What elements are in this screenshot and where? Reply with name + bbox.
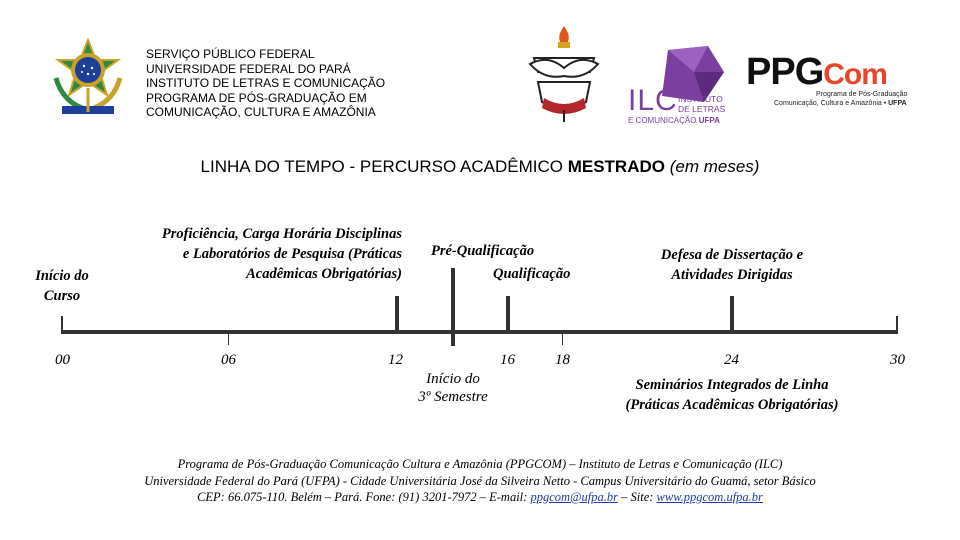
ilc-logo bbox=[628, 44, 728, 128]
ppgcom-sub1: Programa de Pós-Graduação bbox=[816, 91, 908, 98]
ppgcom-sub2: Comunicação, Cultura e Amazônia bbox=[774, 100, 882, 107]
tick-mark-12 bbox=[395, 296, 399, 334]
ilc-line1: INSTITUTO bbox=[678, 94, 723, 104]
event-proficiencia bbox=[110, 224, 402, 284]
header-line: SERVIÇO PÚBLICO FEDERAL bbox=[146, 47, 315, 61]
ufpa-crest-icon bbox=[524, 24, 604, 124]
footer-line3 bbox=[0, 489, 960, 506]
tick-mark-16 bbox=[506, 296, 510, 334]
event-seminarios bbox=[592, 375, 872, 415]
header-line: COMUNICAÇÃO, CULTURA E AMAZÔNIA bbox=[146, 105, 376, 120]
ilc-suffix: UFPA bbox=[698, 116, 720, 125]
event-inicio-3-semestre bbox=[402, 370, 504, 406]
tick-mark-06 bbox=[228, 331, 229, 345]
footer-line1: Programa de Pós-Graduação Comunicação Cultura e Amazônia (PPGCOM) – Instituto de Letras e Comunicação (ILC) bbox=[177, 457, 783, 471]
event-line: Acadêmicas Obrigatórias) bbox=[246, 266, 402, 282]
footer bbox=[0, 456, 960, 506]
header-line: UNIVERSIDADE FEDERAL DO PARÁ bbox=[146, 61, 351, 76]
event-line: Início do bbox=[35, 268, 89, 284]
brasil-coat-of-arms-icon bbox=[48, 38, 128, 120]
title-prefix: LINHA DO TEMPO - PERCURSO ACADÊMICO bbox=[200, 157, 563, 176]
event-pre-qualificacao: Pré-Qualificação bbox=[431, 243, 535, 259]
event-line: Proficiência, Carga Horária Disciplinas bbox=[161, 226, 402, 242]
header-line: INSTITUTO DE LETRAS E COMUNICAÇÃO bbox=[146, 76, 386, 91]
tick-mark-14 bbox=[451, 268, 455, 346]
title-bold: MESTRADO bbox=[567, 157, 665, 176]
event-line: 3º Semestre bbox=[418, 389, 488, 405]
event-line: Defesa de Dissertação e bbox=[660, 247, 804, 263]
tick-mark-18 bbox=[562, 331, 563, 345]
tick-mark-24 bbox=[730, 296, 734, 334]
footer-line2: Universidade Federal do Pará (UFPA) - Cidade Universitária José da Silveira Netto - Campus Universitário do Guamá, setor Básico bbox=[144, 473, 816, 488]
ppgcom-com: Com bbox=[823, 58, 887, 91]
event-inicio-curso bbox=[20, 266, 104, 306]
ppgcom-ppg: PPG bbox=[746, 51, 824, 93]
tick-label: 16 bbox=[500, 352, 515, 368]
title-suffix: (em meses) bbox=[669, 157, 760, 176]
tick-label: 30 bbox=[890, 352, 905, 368]
tick-label: 00 bbox=[55, 352, 70, 368]
ppgcom-wordmark bbox=[746, 52, 887, 95]
footer-contact: CEP: 66.075-110. Belém – Pará. Fone: (91) 3201-7972 – E-mail: bbox=[197, 490, 528, 504]
page-title bbox=[0, 157, 960, 177]
tick-label: 06 bbox=[221, 352, 236, 368]
header-institution-block bbox=[146, 47, 385, 120]
tick-label: 12 bbox=[388, 352, 403, 368]
ppgcom-sub3: UFPA bbox=[888, 100, 907, 107]
event-line: Atividades Dirigidas bbox=[671, 267, 793, 283]
event-line: Seminários Integrados de Linha bbox=[635, 377, 829, 393]
ppgcom-logo bbox=[746, 51, 916, 110]
timeline-axis bbox=[62, 330, 898, 334]
tick-mark-00 bbox=[61, 316, 63, 334]
event-line: e Laboratórios de Pesquisa (Práticas bbox=[182, 246, 402, 262]
ppgcom-sub2-row: Comunicação, Cultura e Amazônia • UFPA bbox=[774, 100, 907, 107]
event-line: (Práticas Acadêmicas Obrigatórias) bbox=[625, 397, 839, 413]
tick-mark-30 bbox=[896, 316, 898, 334]
ilc-line3: E COMUNICAÇÃO bbox=[628, 116, 697, 125]
tick-label: 24 bbox=[724, 352, 739, 368]
event-defesa bbox=[632, 245, 832, 285]
tick-label: 18 bbox=[555, 352, 570, 368]
email-link[interactable]: ppgcom@ufpa.br bbox=[530, 490, 618, 504]
footer-site-prefix: – Site: bbox=[621, 490, 654, 504]
ilc-line3-row bbox=[628, 116, 720, 125]
header-line: PROGRAMA DE PÓS-GRADUAÇÃO EM bbox=[146, 90, 367, 105]
event-line: Início do bbox=[426, 371, 480, 387]
event-line: Curso bbox=[43, 288, 81, 304]
site-link[interactable]: www.ppgcom.ufpa.br bbox=[656, 490, 763, 504]
ilc-letters: ILC bbox=[628, 84, 678, 117]
ilc-line2: DE LETRAS bbox=[678, 104, 726, 114]
event-qualificacao: Qualificação bbox=[493, 266, 571, 282]
